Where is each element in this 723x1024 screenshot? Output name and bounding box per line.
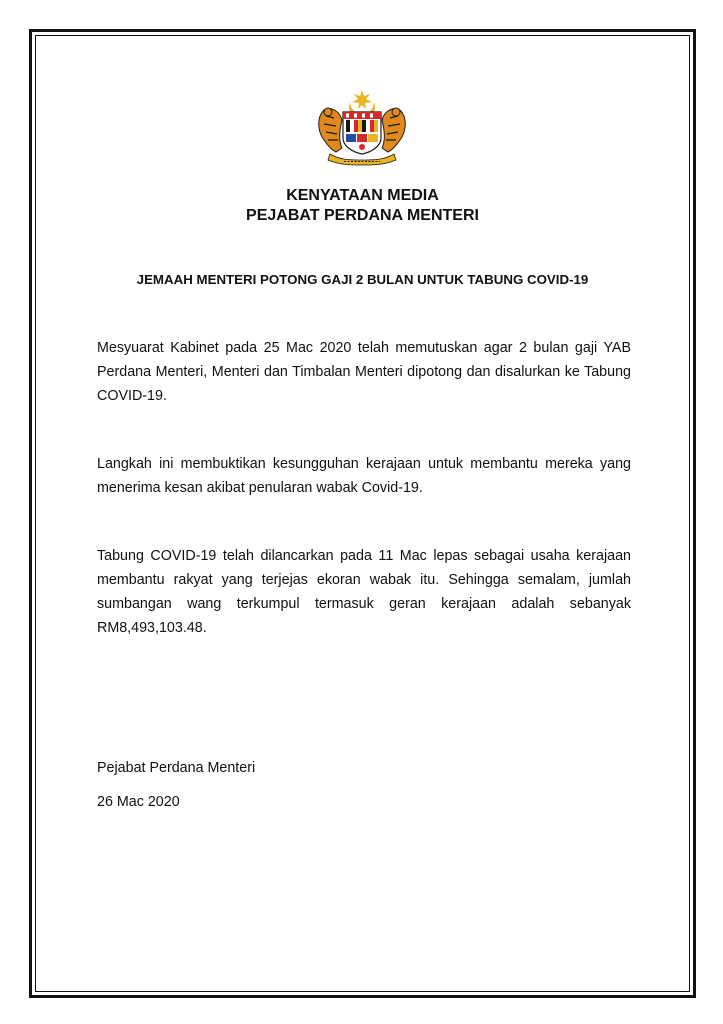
- paragraph-line: Langkah ini membuktikan kesungguhan kerajaan untuk membantu mereka yang: [97, 456, 631, 472]
- paragraph-1: [97, 336, 631, 408]
- paragraph-line: RM8,493,103.48.: [97, 620, 207, 636]
- paragraph-line: Tabung COVID-19 telah dilancarkan pada 11 Mac lepas sebagai usaha kerajaan: [97, 548, 631, 564]
- paragraph-line: membantu rakyat yang terjejas ekoran wabak itu. Sehingga semalam, jumlah: [97, 572, 631, 588]
- paragraph-line: Mesyuarat Kabinet pada 25 Mac 2020 telah memutuskan agar 2 bulan gaji YAB: [97, 340, 631, 356]
- document-date: 26 Mac 2020: [97, 794, 180, 810]
- document-title-line-1: KENYATAAN MEDIA: [286, 187, 439, 204]
- document-title-line-2: PEJABAT PERDANA MENTERI: [246, 207, 479, 224]
- paragraph-3: [97, 544, 631, 640]
- coat-of-arms-icon: [310, 88, 414, 166]
- paragraph-2: [97, 452, 631, 500]
- paragraph-line: sumbangan wang terkumpul termasuk geran kerajaan adalah sebanyak: [97, 596, 631, 612]
- paragraph-line: COVID-19.: [97, 388, 167, 404]
- press-headline: JEMAAH MENTERI POTONG GAJI 2 BULAN UNTUK TABUNG COVID-19: [136, 272, 589, 287]
- paragraph-line: menerima kesan akibat penularan wabak Covid-19.: [97, 480, 423, 496]
- signature-office: Pejabat Perdana Menteri: [97, 760, 256, 776]
- document-inner-border: [35, 35, 690, 992]
- paragraph-line: Perdana Menteri, Menteri dan Timbalan Menteri dipotong dan disalurkan ke Tabung: [97, 364, 631, 380]
